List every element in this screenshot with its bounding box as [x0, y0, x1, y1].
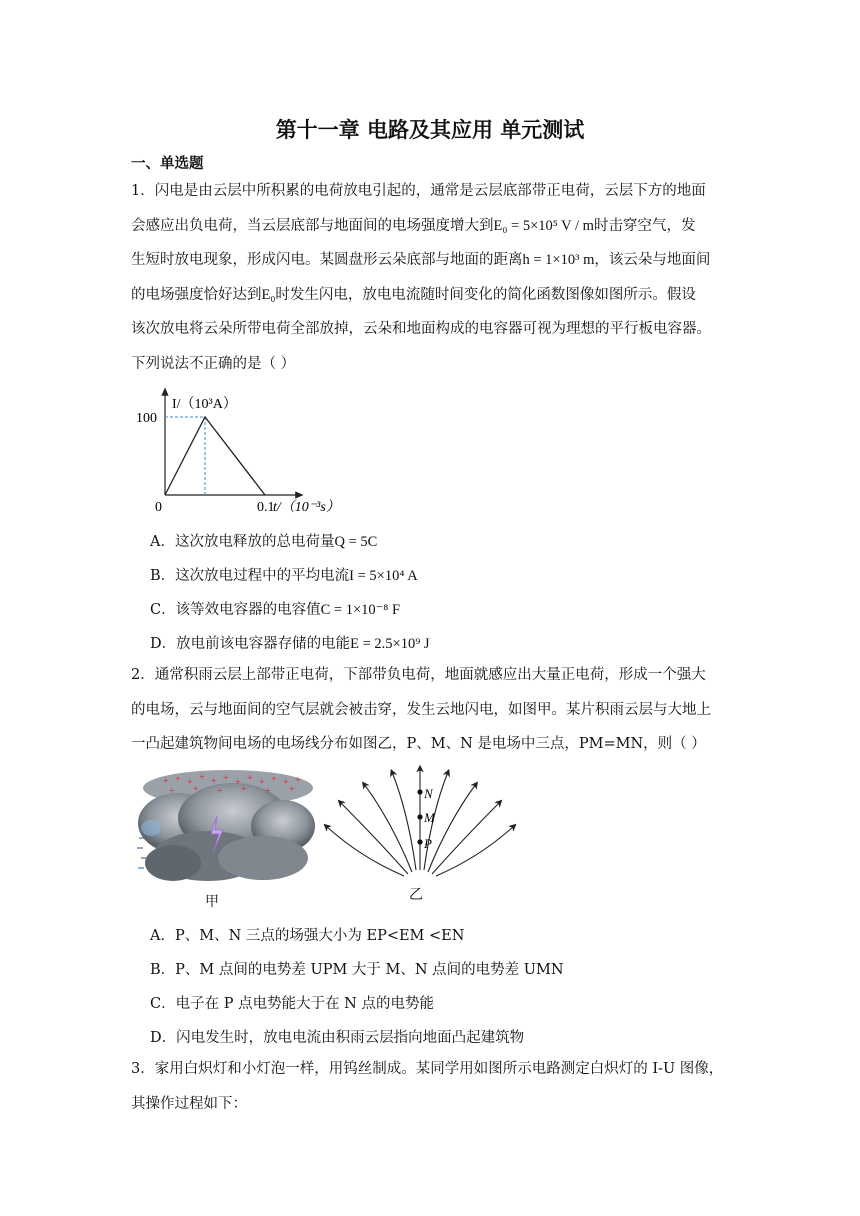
y-tick-100: 100	[136, 411, 157, 426]
question-1-text	[131, 174, 736, 381]
origin-label: 0	[155, 500, 162, 515]
y-axis-label: I/（10³A）	[172, 397, 237, 412]
q2-option-c: C．电子在 P 点电势能大于在 N 点的电势能	[150, 996, 434, 1012]
svg-text:+: +	[265, 786, 271, 797]
q2-line-1: 2．通常积雨云层上部带正电荷，下部带负电荷，地面就感应出大量正电荷，形成一个强大	[131, 667, 706, 683]
q1-option-d: D．放电前该电容器存储的电能E = 2.5×10⁹ J	[150, 636, 430, 652]
svg-text:+: +	[187, 777, 193, 788]
q1-e0-expression: E₀ = 5×10⁵ V / m	[493, 217, 594, 234]
x-tick-0.1: 0.1	[257, 500, 275, 515]
label-p: P	[424, 836, 432, 851]
svg-text:+: +	[247, 773, 253, 784]
svg-text:+: +	[169, 786, 175, 797]
q2-line-3: 一凸起建筑物间电场的电场线分布如图乙，P、M、N 是电场中三点，PM=MN，则（ ）	[131, 736, 706, 752]
point-p	[417, 839, 422, 844]
q2-option-a: A．P、M、N 三点的场强大小为 EP<EM <EN	[150, 928, 465, 944]
q1-line-2: 会感应出负电荷，当云层底部与地面间的电场强度增大到E₀ = 5×10⁵ V / m时击穿空气，发	[131, 217, 696, 234]
svg-text:+: +	[259, 777, 265, 788]
section-heading: 一、单选题	[131, 156, 204, 172]
svg-text:+: +	[241, 784, 247, 795]
q2-option-d: D．闪电发生时，放电电流由积雨云层指向地面凸起建筑物	[150, 1030, 525, 1046]
question-3-text	[131, 1052, 736, 1121]
figure-a-label: 甲	[205, 894, 219, 910]
svg-text:+: +	[199, 772, 205, 783]
q1-option-a: A．这次放电释放的总电荷量Q = 5C	[150, 534, 378, 550]
svg-text:+: +	[283, 777, 289, 788]
svg-text:+: +	[289, 784, 295, 795]
current-curve	[165, 417, 265, 495]
q2-line-2: 的电场，云与地面间的空气层就会被击穿，发生云地闪电，如图甲。某片积雨云层与大地上	[131, 701, 711, 718]
q1-line-1: 1．闪电是由云层中所积累的电荷放电引起的，通常是云层底部带正电荷，云层下方的地面	[131, 183, 706, 199]
q1-e0-symbol: E₀	[261, 286, 276, 303]
q1-line-3: 生短时放电现象，形成闪电。某圆盘形云朵底部与地面的距离h = 1×10³ m，该云朵与地面间	[131, 252, 711, 268]
q1-h-expression: h = 1×10³ m	[522, 252, 595, 268]
label-n: N	[424, 786, 433, 801]
svg-text:+: +	[217, 786, 223, 797]
electric-field-lines-figure	[320, 762, 530, 880]
q1-option-c: C．该等效电容器的电容值C = 1×10⁻⁸ F	[150, 602, 401, 618]
svg-text:+: +	[193, 784, 199, 795]
svg-text:+: +	[175, 774, 181, 785]
svg-text:+: +	[235, 777, 241, 788]
q1-option-b: B．这次放电过程中的平均电流I = 5×10⁴ A	[150, 568, 418, 584]
q1-line-4: 的电场强度恰好达到E₀时发生闪电，放电电流随时间变化的简化函数图像如图所示。假设	[131, 286, 696, 303]
point-n	[417, 789, 422, 794]
svg-text:+: +	[295, 775, 301, 786]
figure-b-label: 乙	[409, 887, 423, 903]
question-2-text	[131, 658, 736, 762]
storm-cloud-figure	[133, 768, 315, 910]
svg-text:+: +	[163, 776, 169, 787]
q3-line-1: 3．家用白炽灯和小灯泡一样，用钨丝制成。某同学用如图所示电路测定白炽灯的 I-U 图像，	[131, 1061, 724, 1077]
svg-text:+: +	[223, 773, 229, 784]
svg-text:+: +	[211, 776, 217, 787]
q2-option-b: B．P、M 点间的电势差 UPM 大于 M、N 点间的电势差 UMN	[150, 962, 564, 978]
current-time-graph	[130, 383, 340, 515]
q1-line-6: 下列说法不正确的是（ ）	[131, 355, 296, 372]
field-lines	[326, 768, 514, 876]
q1-line-5: 该次放电将云朵所带电荷全部放掉，云朵和地面构成的电容器可视为理想的平行板电容器。	[131, 321, 711, 337]
q3-line-2: 其操作过程如下：	[131, 1095, 247, 1112]
page-title: 第十一章 电路及其应用 单元测试	[275, 118, 585, 142]
x-axis-label: t/（10⁻³s）	[273, 500, 340, 515]
point-m	[417, 814, 422, 819]
svg-text:+: +	[271, 774, 277, 785]
label-m: M	[424, 810, 435, 825]
